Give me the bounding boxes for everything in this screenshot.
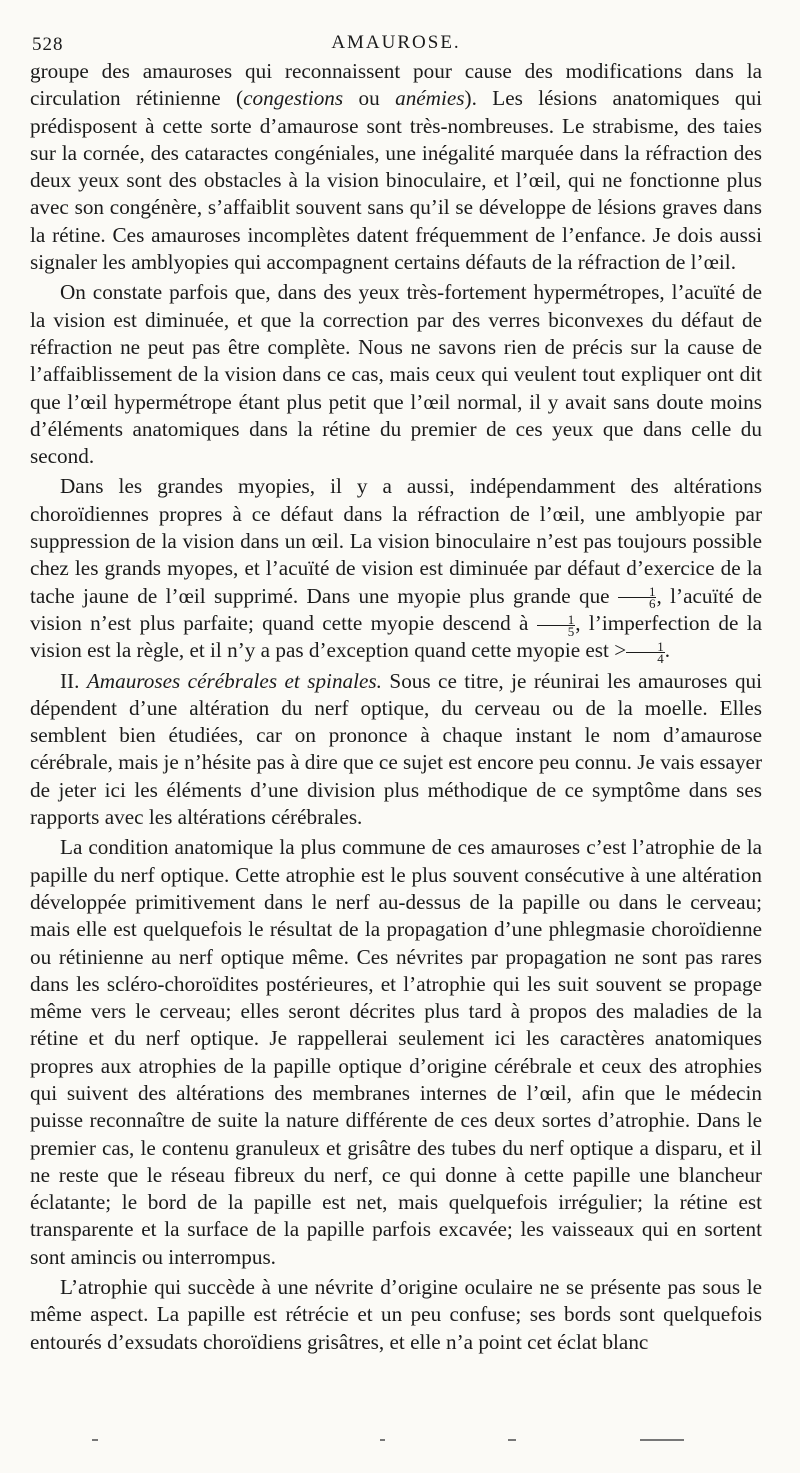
italic-term-anemies: anémies [395,86,465,111]
fraction-denominator: 4 [657,650,664,666]
fraction-one-sixth [618,584,657,612]
bottom-print-specks [0,1439,800,1445]
running-title: AMAUROSE. [331,32,461,53]
print-speck [640,1439,684,1441]
section-numeral: II. [60,668,80,693]
paragraph-1 [30,58,762,276]
page-number: 528 [32,34,64,55]
paragraph-3-text-b: , l’acuïté de vision n’est plus parfaite; quand cette myopie descend à [30,583,763,635]
fraction-numerator: 1 [618,586,657,598]
running-head [30,28,762,58]
paragraph-1-conjunction: ou [343,86,396,111]
print-speck [380,1439,385,1441]
print-speck [92,1439,98,1441]
paragraph-1-text-b: ). Les lésions anatomiques qui prédisposent à cette sorte d’amaurose sont très-nombreuses. Le strabisme, des taies sur la cornée, des cataractes congéniales, une inégalité marquée dans la réfraction des deux yeux sont des obstacles à la vision binoculaire, et l’œil, qui ne fonctionne plus avec son congénère, s’affaiblit souvent sans qu’il se développe de lésions graves dans la rétine. Ces amauroses incomplètes datent fréquemment de l’enfance. Je dois aussi signaler les amblyopies qui accompagnent certains défauts de la réfraction de l’œil. [30,86,762,275]
body-text [30,58,762,1356]
paragraph-4-text: Sous ce titre, je réunirai les amauroses qui dépendent d’une altération du nerf optique, du cerveau ou de la moelle. Elles semblent bien étudiées, car on prononce à chaque instant le nom d’amaurose cérébrale, mais je n’hésite pas à dire que ce sujet est encore peu connu. Je vais essayer de jeter ici les éléments d’une division plus méthodique de ce symptôme dans ses rapports avec les altérations cérébrales. [30,668,763,830]
paragraph-5: La condition anatomique la plus commune de ces amauroses c’est l’atrophie de la papille du nerf optique. Cette atrophie est le plus souvent consécutive à une altération développée primitivement dans le nerf au-dessus de la papille ou dans le cerveau; mais elle est quelquefois le résultat de la propagation d’une phlegmasie choroïdienne ou rétinienne au nerf optique même. Ces névrites par propagation ne sont pas rares dans les scléro-choroïdites postérieures, et l’atrophie qui les suit souvent se propage même vers le cerveau; elles seront décrites plus tard à propos des maladies de la rétine et du nerf optique. Je rappellerai seulement ici les caractères anatomiques propres aux atrophies de la papille optique d’origine cérébrale et ceux des atrophies qui suivent des altérations des membranes internes de l’œil, afin que le médecin puisse reconnaître de suite la nature différente de ces deux sortes d’atrophie. Dans le premier cas, le contenu granuleux et grisâtre des tubes du nerf optique a disparu, et il ne reste que le réseau fibreux du nerf, ce qui donne à cette papille une blancheur éclatante; le bord de la papille est net, mais quelquefois irrégulier; la rétine est transparente et la surface de la papille parfois excavée; les vaisseaux qui en sortent sont amincis ou interrompus. [30,835,762,1269]
paragraph-1-text-a: groupe des amauroses qui reconnaissent pour cause des modifications dans la circulation rétinienne ( [30,59,762,111]
section-heading: Amauroses cérébrales et spinales. [86,668,382,693]
fraction-numerator: 1 [537,614,576,626]
fraction-denominator: 6 [648,596,656,612]
italic-term-congestions: congestions [243,86,344,111]
paragraph-3-text-d: . [664,638,670,663]
paragraph-4 [30,668,762,832]
paragraph-3-text-a: Dans les grandes myopies, il y a aussi, indépendamment des altérations choroïdiennes propres à ce défaut dans la réfraction de l’œil, une amblyopie par suppression de la vision dans un œil. La vision binoculaire n’est pas toujours possible chez les grands myopes, et l’acuïté de vision est diminuée par défaut d’exercice de la tache jaune de l’œil supprimé. Dans une myopie plus grande que [30,474,762,608]
fraction-one-fourth [626,638,665,666]
print-speck [508,1439,516,1441]
fraction-numerator: 1 [626,641,665,653]
paragraph-6: L’atrophie qui succède à une névrite d’origine oculaire ne se présente pas sous le même aspect. La papille est rétrécie et un peu confuse; ses bords sont quelquefois entourés d’exsudats choroïdiens grisâtres, et elle n’a point cet éclat blanc [30,1275,762,1354]
fraction-denominator: 5 [567,623,575,639]
fraction-one-fifth [537,611,576,639]
paragraph-2: On constate parfois que, dans des yeux très-fortement hypermétropes, l’acuïté de la vision est diminuée, et que la correction par des verres biconvexes du défaut de réfraction ne peut pas être complète. Nous ne savons rien de précis sur la cause de l’affaiblissement de la vision dans ce cas, mais ceux qui veulent tout expliquer ont dit que l’œil hypermétrope étant plus petit que l’œil normal, il y avait sans doute moins d’éléments anatomiques dans la rétine du premier de ces yeux que dans celle du second. [30,280,762,469]
paragraph-3-text-c: , l’imperfection de la vision est la règle, et il n’y a pas d’exception quand cette myopie est [30,610,763,663]
paragraph-3 [30,473,762,664]
greater-than-sign: > [614,638,627,663]
